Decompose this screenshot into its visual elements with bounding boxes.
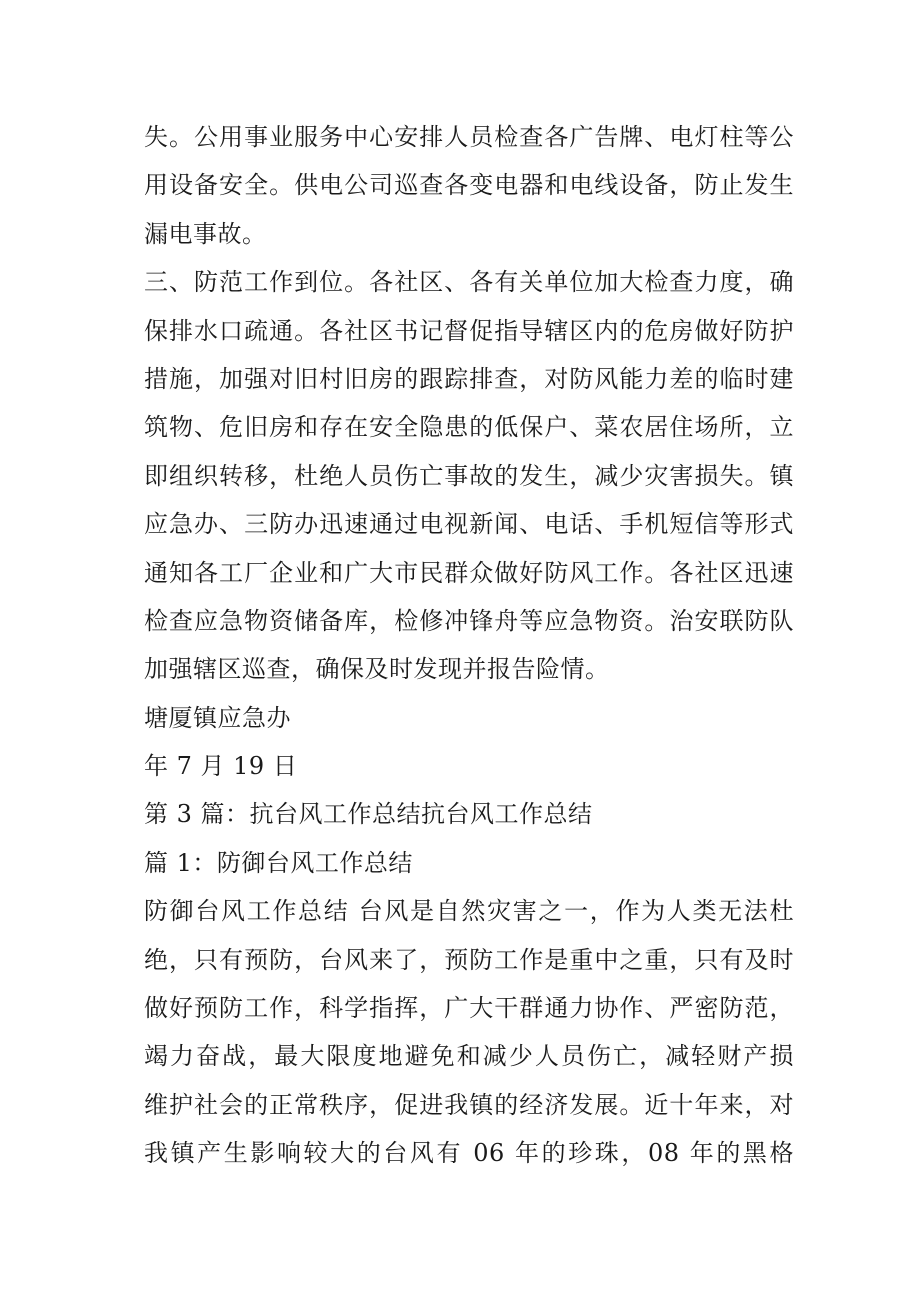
text-line: 检查应急物资储备库，检修冲锋舟等应急物资。治安联防队 (144, 606, 794, 635)
text-line: 应急办、三防办迅速通过电视新闻、电话、手机短信等形式 (144, 510, 794, 539)
text-line: 失。公用事业服务中心安排人员检查各广告牌、电灯柱等公 (144, 123, 794, 151)
text-line: 三、防范工作到位。各社区、各有关单位加大检查力度，确 (144, 268, 794, 297)
text-line: 绝，只有预防，台风来了，预防工作是重中之重，只有及时 (144, 945, 794, 974)
text-line: 防御台风工作总结 台风是自然灾害之一，作为人类无法杜 (144, 897, 794, 926)
document-body (144, 113, 794, 1178)
signature-date: 年 7 月 19 日 (144, 752, 298, 781)
text-line: 即组织转移，杜绝人员伤亡事故的发生，减少灾害损失。镇 (144, 461, 794, 490)
subsection-heading: 篇 1：防御台风工作总结 (144, 848, 413, 877)
text-line: 筑物、危旧房和存在安全隐患的低保户、菜农居住场所，立 (144, 413, 794, 442)
text-line: 做好预防工作，科学指挥，广大干群通力协作、严密防范， (144, 994, 794, 1023)
text-line: 漏电事故。 (144, 219, 267, 248)
text-line: 措施，加强对旧村旧房的跟踪排查，对防风能力差的临时建 (144, 364, 794, 393)
text-line: 加强辖区巡查，确保及时发现并报告险情。 (144, 655, 610, 684)
signature-org: 塘厦镇应急办 (144, 703, 291, 732)
section-heading: 第 3 篇：抗台风工作总结抗台风工作总结 (144, 800, 593, 829)
text-line: 通知各工厂企业和广大市民群众做好防风工作。各社区迅速 (144, 558, 794, 587)
text-line: 用设备安全。供电公司巡查各变电器和电线设备，防止发生 (144, 171, 794, 200)
text-line: 保排水口疏通。各社区书记督促指导辖区内的危房做好防护 (144, 316, 794, 345)
text-line: 维护社会的正常秩序，促进我镇的经济发展。近十年来，对 (144, 1090, 794, 1119)
text-line: 我镇产生影响较大的台风有 06 年的珍珠，08 年的黑格 (144, 1139, 794, 1168)
text-line: 竭力奋战，最大限度地避免和减少人员伤亡，减轻财产损 (144, 1042, 794, 1071)
